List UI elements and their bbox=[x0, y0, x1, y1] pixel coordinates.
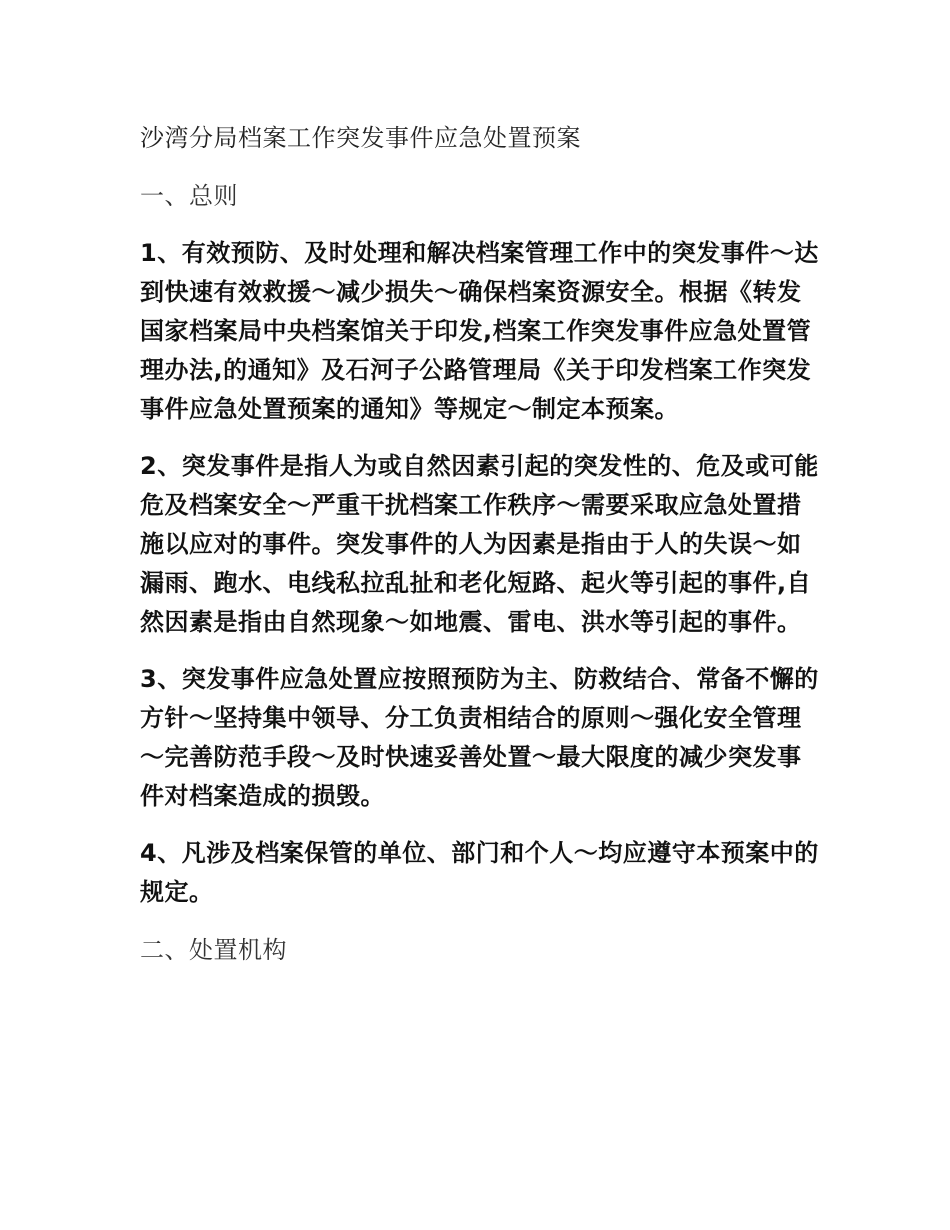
paragraph-3: 3、突发事件应急处置应按照预防为主、防救结合、常备不懈的方针～坚持集中领导、分工负责相结合的原则～强化安全管理～完善防范手段～及时快速妥善处置～最大限度的减少突发事件对档案造成的损毁。 bbox=[140, 665, 819, 810]
section-heading-organization: 二、处置机构 bbox=[140, 936, 287, 964]
section-heading-general: 一、总则 bbox=[140, 182, 238, 210]
paragraph-2: 2、突发事件是指人为或自然因素引起的突发性的、危及或可能危及档案安全～严重干扰档案工作秩序～需要采取应急处置措施以应对的事件。突发事件的人为因素是指由于人的失误～如漏雨、跑水、电线私拉乱扯和老化短路、起火等引起的事件,自然因素是指由自然现象～如地震、雷电、洪水等引起的事件。 bbox=[140, 452, 819, 636]
document-title: 沙湾分局档案工作突发事件应急处置预案 bbox=[140, 124, 581, 152]
paragraph-1: 1、有效预防、及时处理和解决档案管理工作中的突发事件～达到快速有效救援～减少损失～确保档案资源安全。根据《转发国家档案局中央档案馆关于印发,档案工作突发事件应急处置管理办法,的通知》及石河子公路管理局《关于印发档案工作突发事件应急处置预案的通知》等规定～制定本预案。 bbox=[140, 239, 819, 423]
paragraph-4: 4、凡涉及档案保管的单位、部门和个人～均应遵守本预案中的规定。 bbox=[140, 839, 819, 906]
document-body bbox=[140, 118, 820, 988]
